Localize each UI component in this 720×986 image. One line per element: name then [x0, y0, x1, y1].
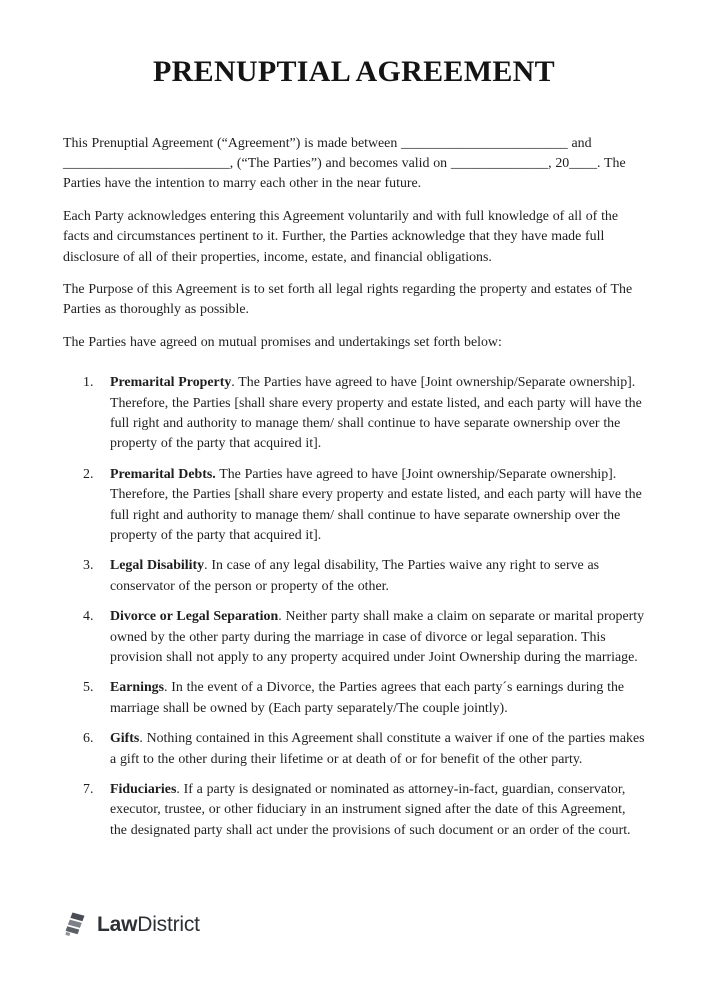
clause-title: Earnings: [110, 680, 165, 696]
clause-item: [63, 780, 645, 841]
logo-text-law: Law: [97, 912, 138, 936]
clause-text: [110, 375, 642, 451]
clause-number: 4.: [83, 609, 94, 625]
clause-body: . The Parties have agreed to have [Joint ownership/Separate ownership]. Therefore, the Parties [shall share every property and estate listed, and each party will have the full right and authority to manage them/ shall continue to have separate ownership over the property of the party that acquired it].: [110, 375, 642, 452]
document-title: PRENUPTIAL AGREEMENT: [153, 55, 555, 88]
clause-title: Premarital Property: [110, 375, 232, 391]
clause-text: [110, 467, 642, 543]
clause-item: [63, 556, 645, 597]
clause-body: . Neither party shall make a claim on separate or marital property owned by the other party during the marriage in case of divorce or legal separation. This provision shall not apply to any property acquired under Joint Ownership during the marriage.: [110, 609, 645, 666]
clause-text: [110, 609, 644, 665]
clause-number: 6.: [83, 731, 94, 747]
clause-item: [63, 465, 645, 547]
clause-item: [63, 607, 645, 668]
clause-text: [110, 782, 631, 838]
clause-body: . If a party is designated or nominated as attorney-in-fact, guardian, conservator, executor, trustee, or other fiduciary in an instrument signed after the date of this Agreement, the designated party shall act under the provisions of such document or an order of the court.: [110, 782, 631, 838]
clause-number: 2.: [83, 466, 94, 482]
clause-text: [110, 558, 599, 593]
clause-body: . Nothing contained in this Agreement shall constitute a waiver if one of the parties makes a gift to the other during their lifetime or at death of or for benefit of the other party.: [110, 731, 645, 767]
logo-text: [97, 913, 200, 937]
clause-number: 5.: [83, 680, 94, 696]
clause-body: . In case of any legal disability, The Parties waive any right to serve as conservator of the person or property of the other.: [110, 558, 600, 594]
clauses-list: [63, 373, 645, 841]
clause-body: The Parties have agreed to have [Joint ownership/Separate ownership]. Therefore, the Parties [shall share every property and estate listed, and each party will have the full right and authority to manage them/ shall continue to have separate ownership over the property of the party that acquired it].: [110, 466, 642, 543]
intro-paragraph-promises: The Parties have agreed on mutual promises and undertakings set forth below:: [63, 334, 502, 350]
document-page: [0, 55, 720, 841]
clause-number: 3.: [83, 558, 94, 574]
clause-body: . In the event of a Divorce, the Parties agrees that each party´s earnings during the marriage shall be owned by (Each party separately/The couple jointly).: [110, 680, 625, 716]
clause-title: Legal Disability: [110, 558, 205, 574]
clause-title: Gifts: [110, 731, 140, 747]
logo-text-district: District: [137, 912, 200, 936]
intro-paragraph-acknowledgement: Each Party acknowledges entering this Agreement voluntarily and with full knowledge of all of the facts and circumstances pertinent to it. Further, the Parties acknowledge that they have made full disclosure of all of their properties, income, estate, and financial obligations.: [63, 208, 619, 265]
clause-title: Divorce or Legal Separation: [110, 609, 279, 625]
clause-item: [63, 729, 645, 770]
clause-number: 1.: [83, 375, 94, 391]
clause-number: 7.: [83, 782, 94, 798]
clause-item: [63, 373, 645, 455]
stacked-layers-icon: [63, 911, 90, 938]
clause-title: Premarital Debts.: [110, 466, 216, 482]
clause-text: [110, 731, 645, 766]
intro-paragraph-parties: This Prenuptial Agreement (“Agreement”) is made between ________________________ and ________________________, (“The Parties”) and becomes valid on ______________, 20____. The Parties have the intention to marry each other in the near future.: [63, 135, 626, 192]
intro-paragraph-purpose: The Purpose of this Agreement is to set forth all legal rights regarding the property and estates of The Parties as thoroughly as possible.: [63, 281, 633, 318]
clause-item: [63, 678, 645, 719]
clause-text: [110, 680, 624, 715]
clause-title: Fiduciaries: [110, 782, 177, 798]
lawdistrict-logo: [63, 911, 200, 938]
